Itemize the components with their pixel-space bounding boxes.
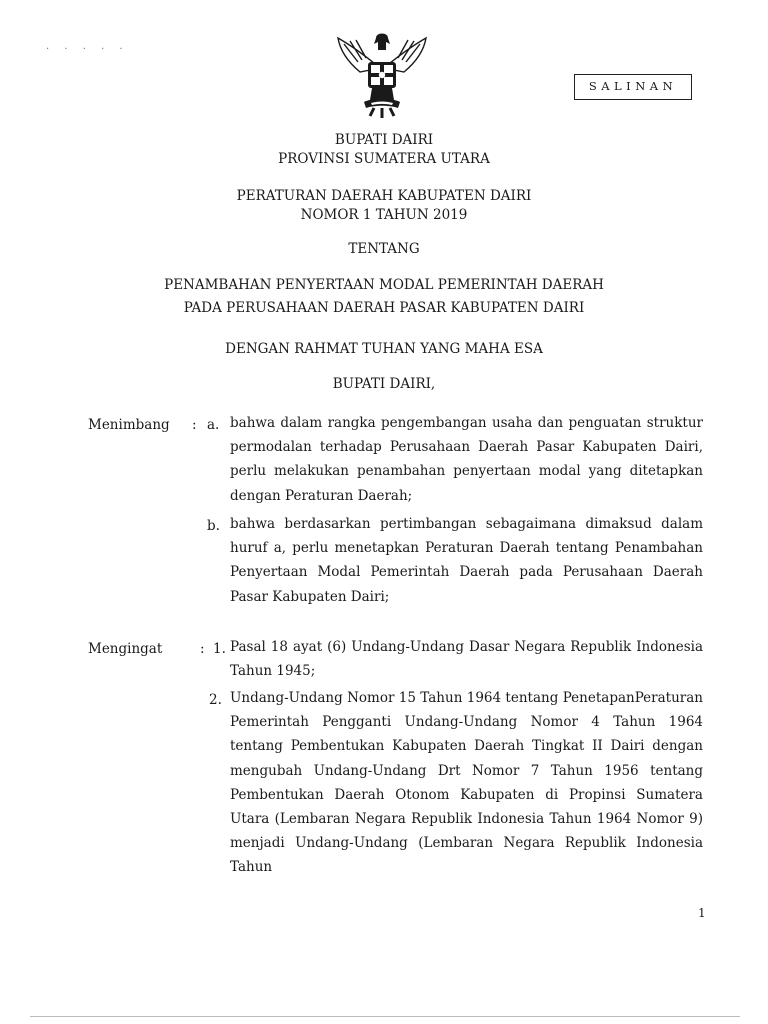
mengingat-colon: : (200, 641, 205, 657)
mengingat-item-text: Pasal 18 ayat (6) Undang-Undang Dasar Negara Republik Indonesia Tahun 1945; (230, 639, 703, 680)
menimbang-item-marker: a. (207, 417, 220, 433)
province-heading: PROVINSI SUMATERA UTARA (278, 151, 490, 167)
blessing-line: DENGAN RAHMAT TUHAN YANG MAHA ESA (225, 341, 543, 357)
signatory-line: BUPATI DAIRI, (332, 376, 436, 392)
mengingat-label: Mengingat (88, 641, 163, 657)
menimbang-colon: : (192, 417, 197, 433)
mengingat-item-marker: 1. (213, 641, 226, 657)
menimbang-label: Menimbang (88, 417, 170, 433)
garuda-emblem-icon (330, 28, 434, 120)
mengingat-item-text: Undang-Undang Nomor 15 Tahun 1964 tentang PenetapanPeraturan Pemerintah Pengganti Undang-Undang Nomor 4 Tahun 1964 tentang Pembentukan Kabupaten Daerah Tingkat II Dairi dengan mengubah Undang-Undang Drt Nomor 7 Tahun 1956 tentang Pembentukan Daerah Otonom Kabupaten di Propinsi Sumatera Utara (Lembaran Negara Republik Indonesia Tahun 1964 Nomor 9) menjadi Undang-Undang (Lembaran Negara Republik Indonesia Tahun (230, 690, 703, 876)
mengingat-item-marker: 2. (209, 692, 222, 708)
menimbang-item-text: bahwa berdasarkan pertimbangan sebagaimana dimaksud dalam huruf a, perlu menetapkan Peraturan Daerah tentang Penambahan Penyertaan Modal Pemerintah Daerah pada Perusahaan Daerah Pasar Kabupaten Dairi; (230, 516, 703, 605)
page-number: 1 (698, 906, 706, 920)
scan-edge-line (30, 1016, 740, 1017)
issuer-heading: BUPATI DAIRI (334, 132, 434, 148)
subject-line-1: PENAMBAHAN PENYERTAAN MODAL PEMERINTAH DAERAH (164, 277, 604, 293)
salinan-stamp: SALINAN (574, 74, 692, 100)
regulation-title: PERATURAN DAERAH KABUPATEN DAIRI (236, 188, 532, 204)
scan-artifact: · · · · · (46, 44, 129, 55)
menimbang-item-text: bahwa dalam rangka pengembangan usaha dan penguatan struktur permodalan terhadap Perusahaan Daerah Pasar Kabupaten Dairi, perlu melakukan penambahan penyertaan modal yang ditetapkan dengan Peraturan Daerah; (230, 415, 703, 504)
regulation-number: NOMOR 1 TAHUN 2019 (300, 207, 468, 223)
menimbang-item-marker: b. (207, 518, 220, 534)
about-heading: TENTANG (348, 241, 420, 257)
subject-line-2: PADA PERUSAHAAN DAERAH PASAR KABUPATEN DAIRI (183, 300, 585, 316)
